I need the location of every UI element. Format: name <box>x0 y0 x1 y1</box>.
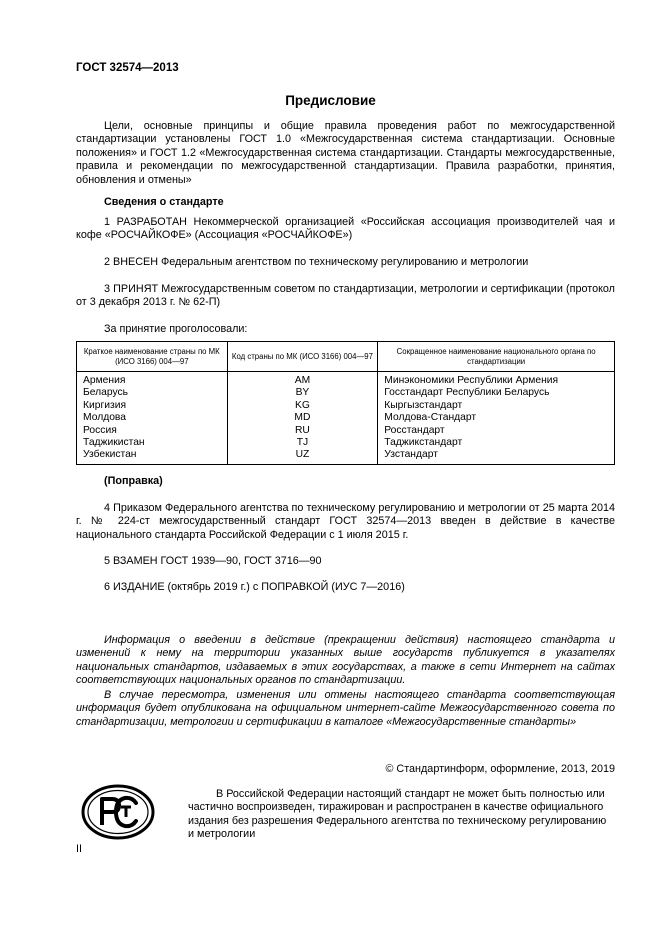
rf-copyright-notice: В Российской Федерации настоящий стандарт не может быть полностью или частично воспроизведен, тиражирован и распространен в качестве официального издания без разрешения Федерального агентства по техническому регулированию и метрологии <box>188 788 607 841</box>
table-header-row <box>77 342 615 372</box>
country-name: Молдова <box>77 412 228 424</box>
country-name: Узбекистан <box>77 449 228 464</box>
country-name: Беларусь <box>77 387 228 399</box>
standards-body: Росстандарт <box>378 425 615 437</box>
document-id: ГОСТ 32574—2013 <box>76 62 179 74</box>
copyright: © Стандартинформ, оформление, 2013, 2019 <box>385 763 615 775</box>
standards-body: Узстандарт <box>378 449 615 464</box>
section-heading: Сведения о стандарте <box>104 196 224 208</box>
header-country-name: Краткое наименование страны по МК (ИСО 3166) 004—97 <box>77 342 228 372</box>
country-name: Киргизия <box>77 400 228 412</box>
table-row <box>77 449 615 464</box>
standards-body: Таджикстандарт <box>378 437 615 449</box>
item-5-replaces: 5 ВЗАМЕН ГОСТ 1939—90, ГОСТ 3716—90 <box>104 555 322 567</box>
country-code: BY <box>227 387 378 399</box>
header-country-code: Код страны по МК (ИСО 3166) 004—97 <box>227 342 378 372</box>
info-paragraph-1: Информация о введении в действие (прекращении действия) настоящего стандарта и изменений к нему на территории указанных выше государств публикуется в указателях национальных стандартов, издаваемых в этих государствах, а также в сети Интернет на сайтах соответствующих национальных органов по стандартизации. <box>76 634 615 687</box>
country-code: KG <box>227 400 378 412</box>
standards-body: Кыргызстандарт <box>378 400 615 412</box>
standards-body: Госстандарт Республики Беларусь <box>378 387 615 399</box>
item-6-edition: 6 ИЗДАНИЕ (октябрь 2019 г.) с ПОПРАВКОЙ (ИУС 7—2016) <box>104 581 405 593</box>
table-row <box>77 387 615 399</box>
item-3-adopted: 3 ПРИНЯТ Межгосударственным советом по стандартизации, метрологии и сертификации (протокол от 3 декабря 2013 г. № 62-П) <box>76 283 615 309</box>
voted-label: За принятие проголосовали: <box>104 323 248 335</box>
country-code: UZ <box>227 449 378 464</box>
intro-paragraph: Цели, основные принципы и общие правила проведения работ по межгосударственной стандартизации установлены ГОСТ 1.0 «Межгосударственная система стандартизации. Основные положения» и ГОСТ 1.2 «Межгосударственная система стандартизации. Стандарты межгосударственные, правила и рекомендации по межгосударственной стандартизации. Правила разработки, принятия, обновления и отмены» <box>76 120 615 186</box>
country-name: Армения <box>77 372 228 388</box>
item-1-developed: 1 РАЗРАБОТАН Некоммерческой организацией «Российская ассоциация производителей чая и кофе «РОСЧАЙКОФЕ» (Ассоциация «РОСЧАЙКОФЕ») <box>76 216 615 242</box>
standards-body: Минэкономики Республики Армения <box>378 372 615 388</box>
country-code: AM <box>227 372 378 388</box>
table-row <box>77 437 615 449</box>
header-standards-body: Сокращенное наименование национального органа по стандартизации <box>378 342 615 372</box>
info-paragraph-2: В случае пересмотра, изменения или отмены настоящего стандарта соответствующая информация будет опубликована на официальном интернет-сайте Межгосударственного совета по стандартизации, метрологии и сертификации в каталоге «Межгосударственные стандарты» <box>76 689 615 728</box>
country-name: Таджикистан <box>77 437 228 449</box>
table-row <box>77 400 615 412</box>
voting-table <box>76 341 615 465</box>
correction-label: (Поправка) <box>104 475 163 487</box>
item-4-order: 4 Приказом Федерального агентства по техническому регулированию и метрологии от 25 марта 2014 г. № 224-ст межгосударственный стандарт ГОСТ 32574—2013 введен в действие в качестве национального стандарта Российской Федерации с 1 июля 2015 г. <box>76 502 615 541</box>
standards-body: Молдова-Стандарт <box>378 412 615 424</box>
country-code: RU <box>227 425 378 437</box>
country-code: TJ <box>227 437 378 449</box>
table-row <box>77 412 615 424</box>
page-title: Предисловие <box>285 93 376 108</box>
rst-certification-logo-icon <box>81 784 155 840</box>
item-2-submitted: 2 ВНЕСЕН Федеральным агентством по техническому регулированию и метрологии <box>104 256 529 268</box>
page-number: II <box>76 843 82 855</box>
country-code: MD <box>227 412 378 424</box>
table-row <box>77 425 615 437</box>
table-row <box>77 372 615 388</box>
country-name: Россия <box>77 425 228 437</box>
